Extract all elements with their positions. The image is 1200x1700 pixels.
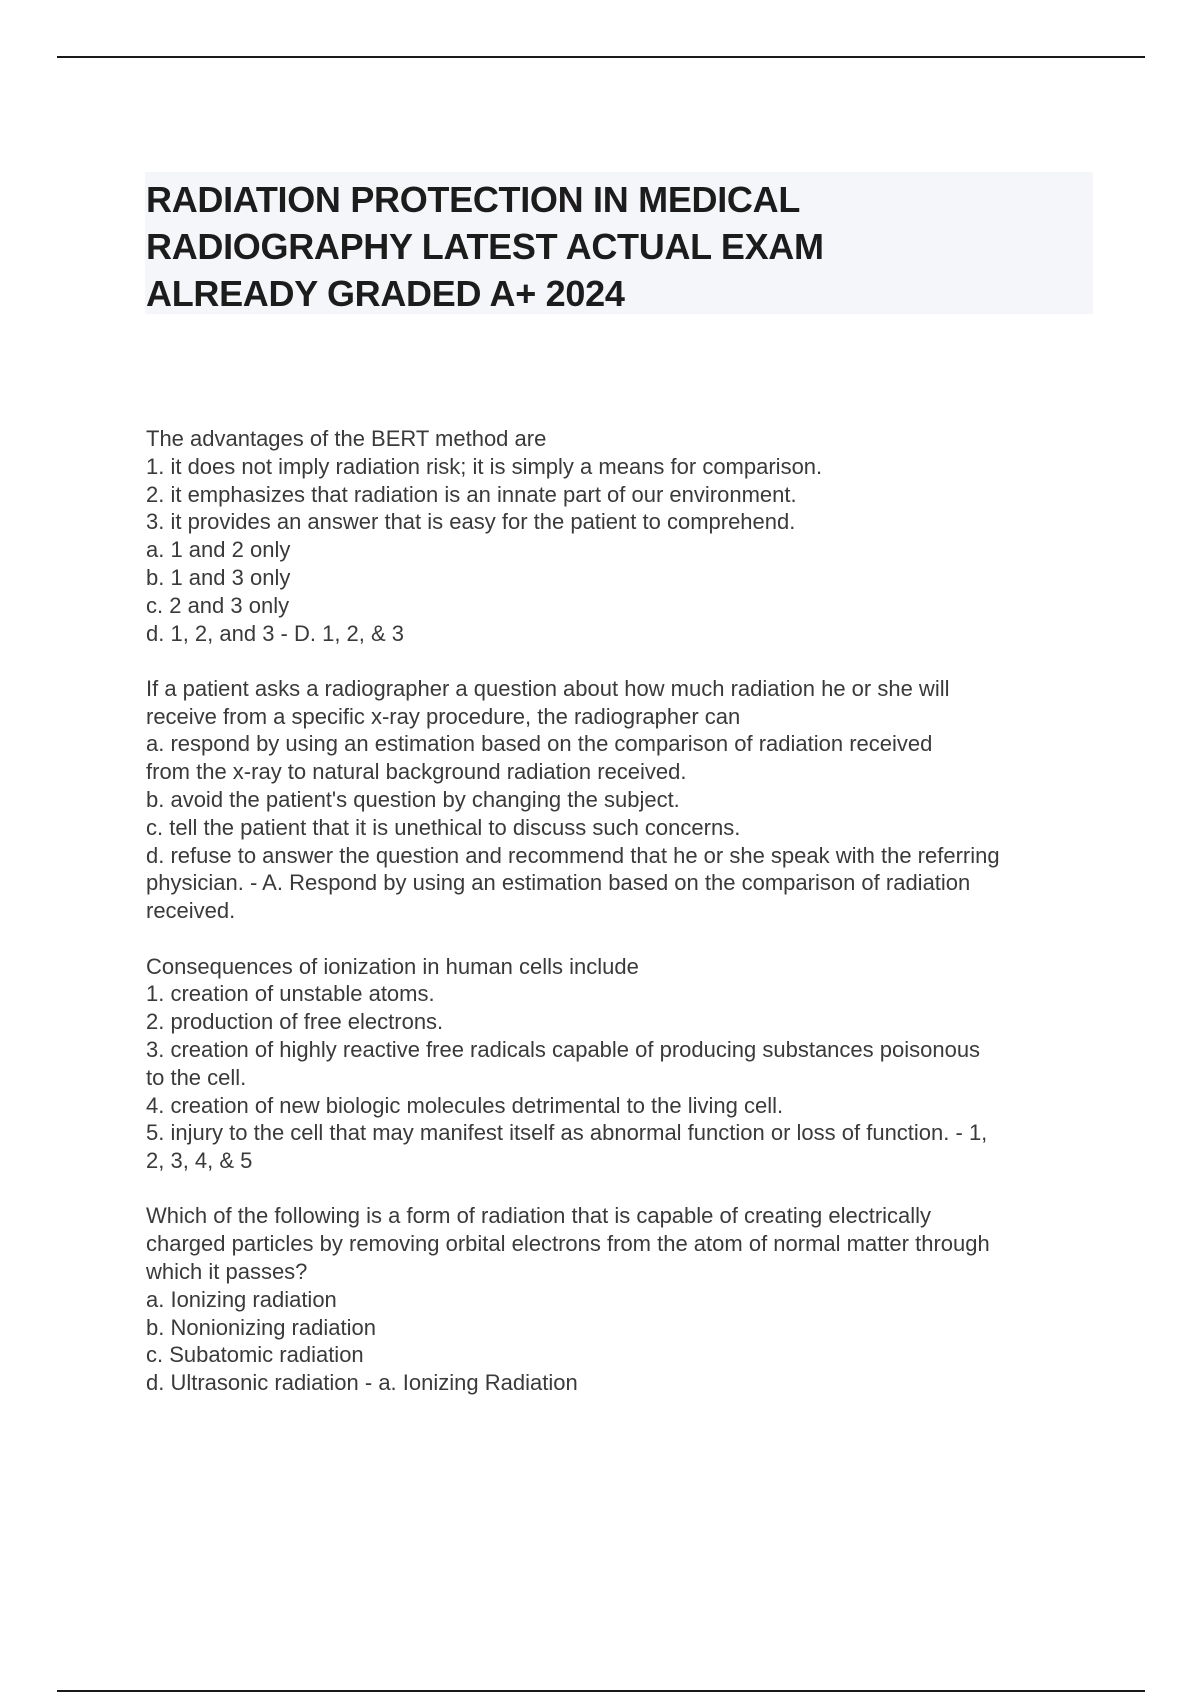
question-line: 1. it does not imply radiation risk; it is simply a means for comparison.: [146, 453, 823, 479]
top-rule: [57, 56, 1145, 58]
answer-option: d. refuse to answer the question and recommend that he or she speak with the referring: [146, 842, 1000, 868]
question-line: 3. it provides an answer that is easy for the patient to comprehend.: [146, 509, 796, 535]
answer-option: b. 1 and 3 only: [146, 564, 291, 590]
answer-option: d. 1, 2, and 3 - D. 1, 2, & 3: [146, 620, 405, 646]
question-block-3: [146, 953, 1096, 1175]
answer-option: c. tell the patient that it is unethical to discuss such concerns.: [146, 814, 741, 840]
answer-option: c. Subatomic radiation: [146, 1342, 364, 1368]
question-line: 1. creation of unstable atoms.: [146, 981, 435, 1007]
answer-option: c. 2 and 3 only: [146, 592, 290, 618]
title-line: RADIATION PROTECTION IN MEDICAL: [146, 179, 801, 220]
title-line: ALREADY GRADED A+ 2024: [146, 273, 625, 314]
document-title: [146, 176, 1046, 317]
answer-option: a. 1 and 2 only: [146, 537, 291, 563]
question-text: which it passes?: [146, 1259, 308, 1285]
question-block-4: [146, 1202, 1096, 1397]
question-line: 4. creation of new biologic molecules detrimental to the living cell.: [146, 1092, 784, 1118]
answer-option: a. respond by using an estimation based on the comparison of radiation received: [146, 731, 933, 757]
question-text: Consequences of ionization in human cells include: [146, 953, 639, 979]
question-line: 5. injury to the cell that may manifest itself as abnormal function or loss of function. - 1,: [146, 1120, 988, 1146]
answer-option: b. avoid the patient's question by changing the subject.: [146, 787, 680, 813]
question-line: 2. production of free electrons.: [146, 1009, 444, 1035]
question-text: Which of the following is a form of radiation that is capable of creating electrically: [146, 1203, 932, 1229]
question-block-1: [146, 425, 1096, 647]
title-line: RADIOGRAPHY LATEST ACTUAL EXAM: [146, 226, 824, 267]
question-text: The advantages of the BERT method are: [146, 426, 547, 451]
answer-option: received.: [146, 898, 236, 924]
answer-option: physician. - A. Respond by using an estimation based on the comparison of radiation: [146, 870, 971, 896]
question-line: 2. it emphasizes that radiation is an innate part of our environment.: [146, 481, 797, 507]
question-line: to the cell.: [146, 1064, 247, 1090]
question-text: receive from a specific x-ray procedure, the radiographer can: [146, 703, 741, 729]
answer-option: d. Ultrasonic radiation - a. Ionizing Radiation: [146, 1370, 578, 1396]
answer-option: from the x-ray to natural background radiation received.: [146, 759, 687, 785]
answer-option: b. Nonionizing radiation: [146, 1314, 376, 1340]
question-block-2: [146, 675, 1096, 925]
bottom-rule: [57, 1690, 1145, 1692]
answer-option: a. Ionizing radiation: [146, 1286, 337, 1312]
document-body: [146, 425, 1096, 1425]
question-line: 2, 3, 4, & 5: [146, 1148, 253, 1174]
question-line: 3. creation of highly reactive free radicals capable of producing substances poisonous: [146, 1036, 981, 1062]
question-text: charged particles by removing orbital electrons from the atom of normal matter through: [146, 1231, 990, 1257]
question-text: If a patient asks a radiographer a question about how much radiation he or she will: [146, 675, 950, 701]
